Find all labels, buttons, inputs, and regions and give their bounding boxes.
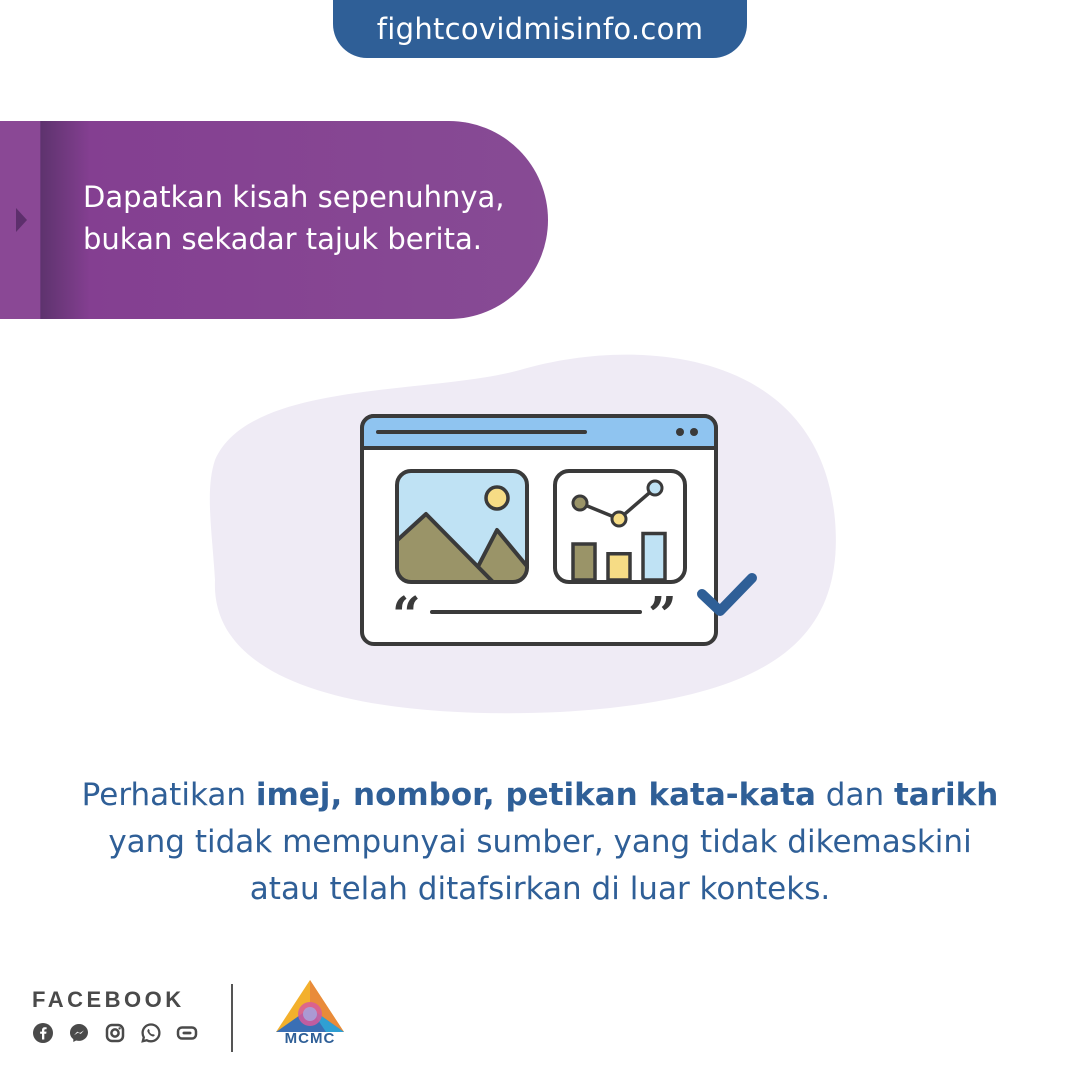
caption-text: Perhatikan xyxy=(81,777,256,813)
caption-emphasis: imej, nombor, petikan kata-kata xyxy=(255,777,816,813)
chart-icon xyxy=(555,471,685,582)
banner-line-1: Dapatkan kisah sepenuhnya, xyxy=(83,180,505,214)
caption-line-3: atau telah ditafsirkan di luar konteks. xyxy=(249,871,831,907)
social-icons xyxy=(32,1022,198,1044)
picture-icon xyxy=(392,471,540,582)
chart-bar xyxy=(643,534,665,581)
youtube-icon[interactable] xyxy=(176,1022,198,1044)
facebook-icon[interactable] xyxy=(32,1022,54,1044)
mcmc-logo-icon xyxy=(268,978,352,1034)
caption xyxy=(40,772,1040,913)
chart-bar xyxy=(573,544,595,580)
instagram-icon[interactable] xyxy=(104,1022,126,1044)
caption-emphasis: tarikh xyxy=(893,777,999,813)
chart-point xyxy=(612,512,626,526)
messenger-icon[interactable] xyxy=(68,1022,90,1044)
caption-text: dan xyxy=(815,777,894,813)
banner-line-2: bukan sekadar tajuk berita. xyxy=(83,222,482,256)
platform-label: FACEBOOK xyxy=(32,987,185,1012)
caption-line-1 xyxy=(40,772,1040,819)
chart-point xyxy=(573,496,587,510)
footer-divider xyxy=(231,984,233,1052)
svg-text:”: ” xyxy=(648,585,677,644)
logo-text: MCMC xyxy=(284,1030,336,1047)
chart-bar xyxy=(608,554,630,580)
whatsapp-icon[interactable] xyxy=(140,1022,162,1044)
url-text: fightcovidmisinfo.com xyxy=(376,12,704,46)
caption-line-2: yang tidak mempunyai sumber, yang tidak dikemaskini xyxy=(108,824,972,860)
svg-text:“: “ xyxy=(392,585,421,644)
chart-point xyxy=(648,481,662,495)
